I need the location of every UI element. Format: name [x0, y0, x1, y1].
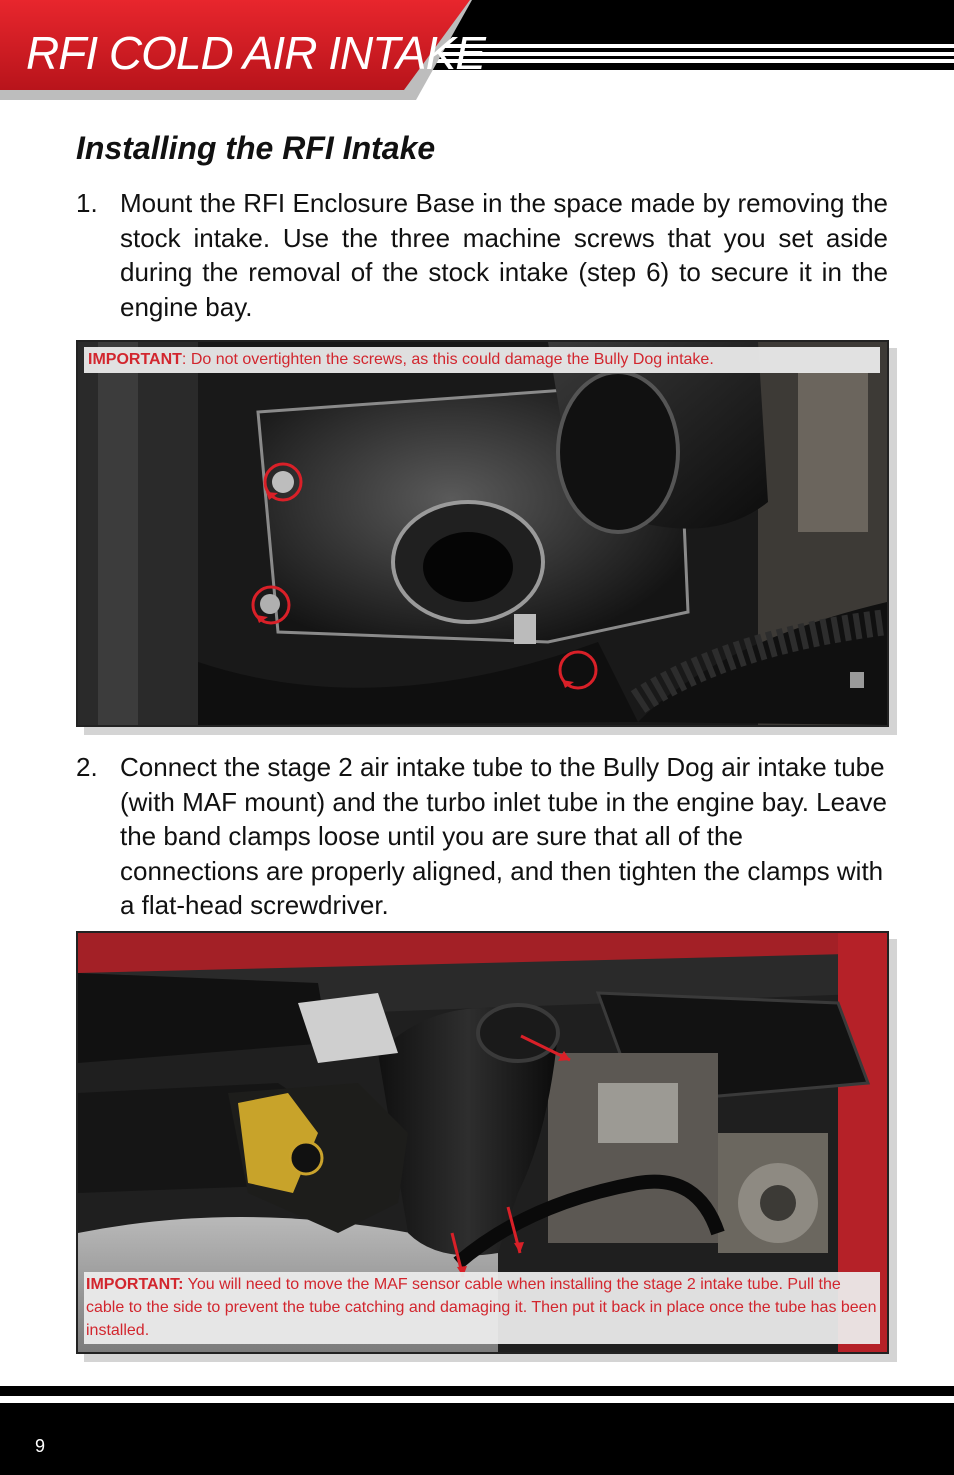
note-text: You will need to move the MAF sensor cable when installing the stage 2 intake tube. Pull the cable to the side to prevent the tube catching and damaging it. Then put it back in place once the tube has been installed. [86, 1276, 877, 1339]
note-label: IMPORTANT [88, 351, 182, 368]
footer-rule [0, 1386, 954, 1396]
important-note-1 [84, 347, 880, 373]
step-2 [76, 750, 888, 923]
note-label: IMPORTANT: [86, 1276, 184, 1293]
step-text: Mount the RFI Enclosure Base in the space made by removing the stock intake. Use the three machine screws that you set aside during the removal of the stock intake (step 6) to secure it in the engine bay. [120, 188, 888, 322]
step-number: 2. [76, 752, 98, 782]
important-note-2 [84, 1272, 880, 1344]
step-number: 1. [76, 188, 98, 218]
section-heading: Installing the RFI Intake [76, 130, 436, 166]
note-text: : Do not overtighten the screws, as this could damage the Bully Dog intake. [181, 351, 714, 368]
header-title: RFI COLD AIR INTAKE [26, 27, 485, 79]
enclosure-base-image [78, 342, 887, 725]
engine-bay-photo-1 [76, 340, 889, 727]
step-1 [76, 186, 888, 324]
footer-band [0, 1403, 954, 1475]
step-text: Connect the stage 2 air intake tube to the Bully Dog air intake tube (with MAF mount) and the turbo inlet tube in the engine bay. Leave the band clamps loose until you are sure that all of the connections are properly aligned, and then tighten the clamps with a flat-head screwdriver. [120, 752, 887, 920]
page-number: 9 [35, 1436, 46, 1456]
engine-bay-photo-2 [76, 931, 889, 1354]
